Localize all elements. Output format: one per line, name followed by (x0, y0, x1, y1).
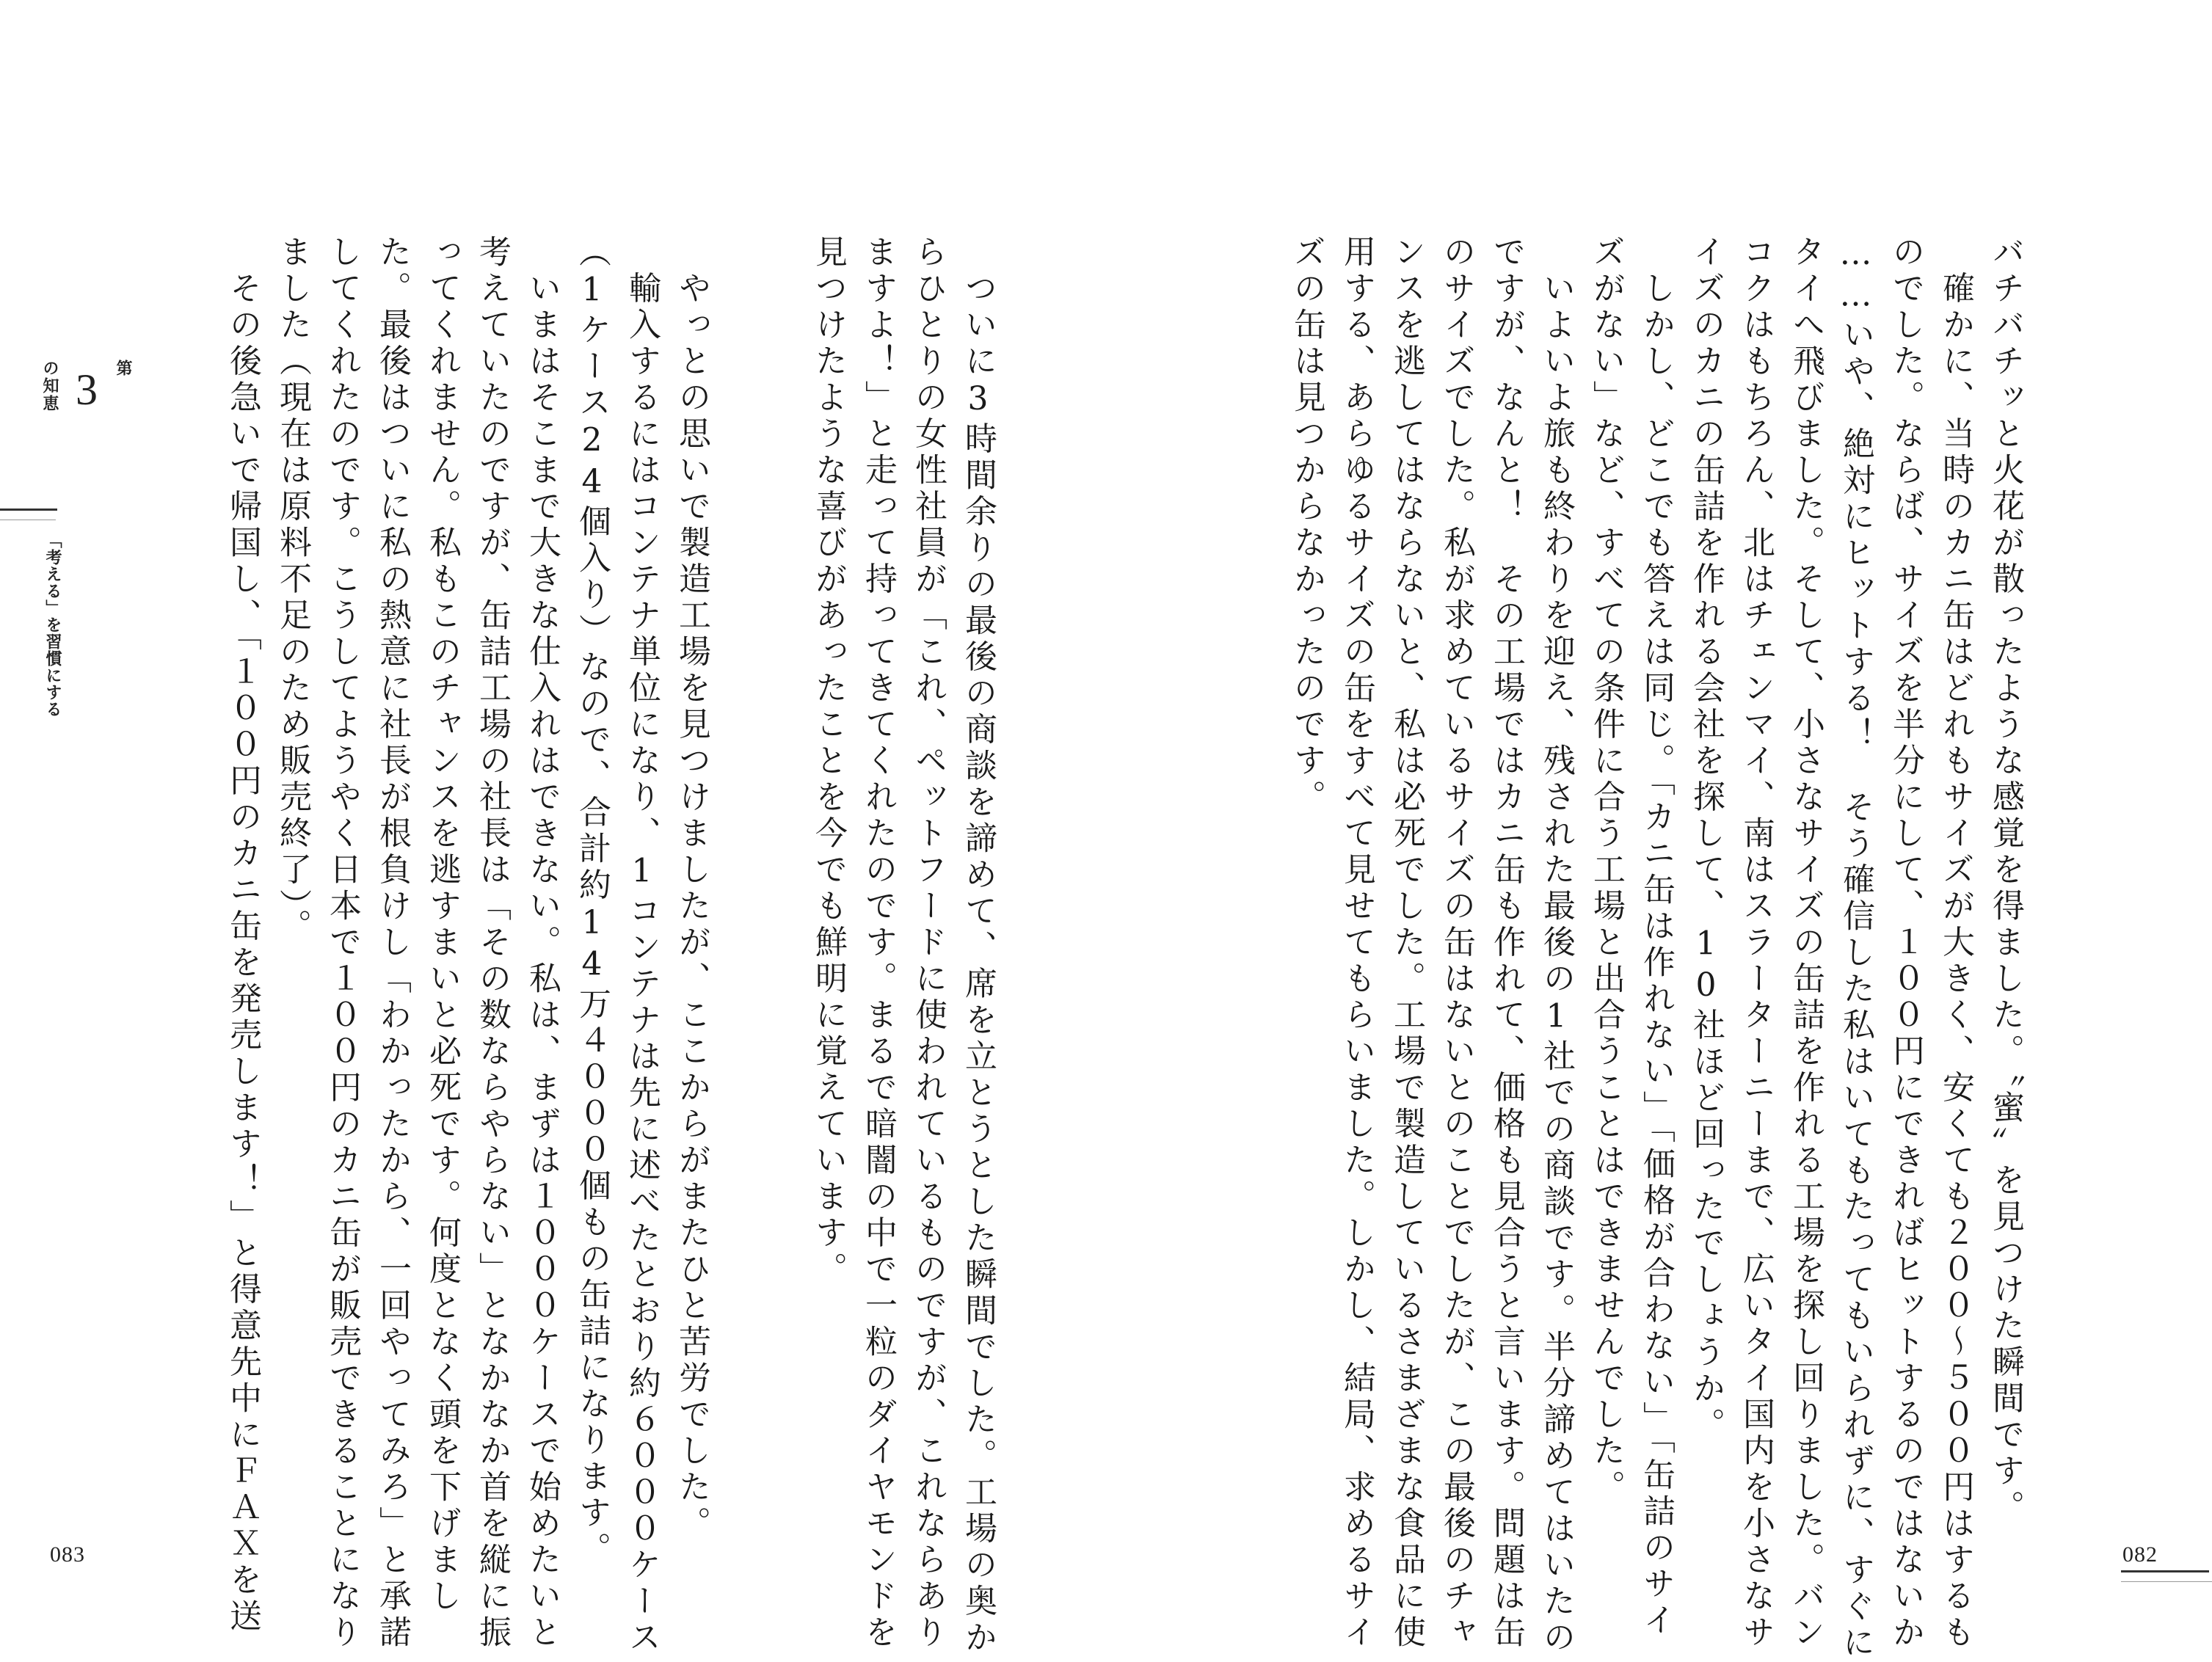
text-line: やっとの思いで製造工場を見つけましたが、ここからがまたひと苦労でした。 (673, 235, 710, 1542)
text-line: いまはそこまで大きな仕入れはできない。私は、まずは１０００ケースで始めたいと (523, 235, 561, 1652)
text-line: タイへ飛びました。そして、小さなサイズの缶詰を作れる工場を探し回りました。バン (1787, 235, 1824, 1652)
chapter-suffix: の知恵 (40, 360, 59, 412)
text-line: ついに3時間余りの最後の商談を諦めて、席を立とうとした瞬間でした。工場の奥か (959, 235, 997, 1657)
footer-rule-thin (2121, 1581, 2212, 1582)
page-number: 083 (50, 1542, 85, 1567)
text-line: バチバチッと火花が散ったような感覚を得ました。〝蜜〟を見つけた瞬間です。 (1987, 235, 2024, 1526)
text-line: 確かに、当時のカニ缶はどれもサイズが大きく、安くても２００〜５００円はするも (1937, 235, 1974, 1652)
text-line: その後急いで帰国し、「１００円のカニ缶を発売します！」と得意先中にＦＡＸを送 (224, 235, 261, 1636)
section-title: 「考える」を習慣にする (43, 532, 62, 718)
header-rule (0, 509, 57, 511)
text-line: いよいよ旅も終わりを迎え、残された最後の1社での商談です。半分諦めてはいたの (1538, 235, 1575, 1657)
text-line: ますよ！」と走って持ってきてくれたのです。まるで暗闇の中で一粒のダイヤモンドを (859, 235, 897, 1652)
text-line: （1ケース24個入り）なので、合計約14万４０００個もの缶詰になります。 (573, 235, 611, 1568)
text-line: のサイズでした。私が求めているサイズの缶はないとのことでしたが、この最後のチャ (1438, 235, 1475, 1652)
text-line: ズがない」など、すべての条件に合う工場と出合うことはできませんでした。 (1587, 235, 1625, 1506)
chapter-label (38, 360, 134, 421)
text-line: イズのカニの缶詰を作れる会社を探して、10社ほど回ったでしょうか。 (1687, 235, 1725, 1444)
text-line: コクはもちろん、北はチェンマイ、南はスラーターニーまで、広いタイ国内を小さなサ (1737, 235, 1775, 1652)
text-line: しかし、どこでも答えは同じ。「カニ缶は作れない」「価格が合わない」「缶詰のサイ (1637, 235, 1675, 1639)
page-number: 082 (2122, 1542, 2158, 1567)
text-line: 見つけたような喜びがあったことを今でも鮮明に覚えています。 (810, 235, 847, 1289)
chapter-prefix: 第 (114, 360, 132, 377)
text-line: 用する、あらゆるサイズの缶をすべて見せてもらいました。しかし、結局、求めるサイ (1338, 235, 1375, 1652)
text-line: のでした。ならば、サイズを半分にして、１００円にできればヒットするのではないか (1887, 235, 1924, 1652)
text-line: らひとりの女性社員が「これ、ペットフードに使われているものですが、これならあり (909, 235, 947, 1652)
chapter-number: 3 (62, 365, 111, 415)
text-line: ズの缶は見つからなかったのです。 (1288, 235, 1325, 816)
text-line: ンスを逃してはならないと、私は必死でした。工場で製造しているさまざまな食品に使 (1388, 235, 1425, 1652)
text-line: ですが、なんと！ その工場ではカニ缶も作れて、価格も見合うと言います。問題は缶 (1488, 235, 1525, 1652)
text-line: た。最後はついに私の熱意に社長が根負けし「わかったから、一回やってみろ」と承諾 (374, 235, 411, 1652)
text-line: 輸入するにはコンテナ単位になり、1コンテナは先に述べたとおり約６０００ケース (623, 235, 661, 1657)
text-line: 考えていたのですが、缶詰工場の社長は「その数ならやらない」となかなか首を縦に振 (473, 235, 511, 1652)
footer-rule (2121, 1570, 2209, 1572)
text-line: ました（現在は原料不足のため販売終了）。 (274, 235, 311, 945)
text-line: してくれたのです。こうしてようやく日本で１００円のカニ缶が販売できることになり (324, 235, 361, 1652)
text-line: ……いや、絶対にヒットする！ そう確信した私はいてもたってもいられずに、すぐに (1837, 235, 1874, 1662)
text-line: ってくれません。私もこのチャンスを逃すまいと必死です。何度となく頭を下げまし (423, 235, 461, 1615)
